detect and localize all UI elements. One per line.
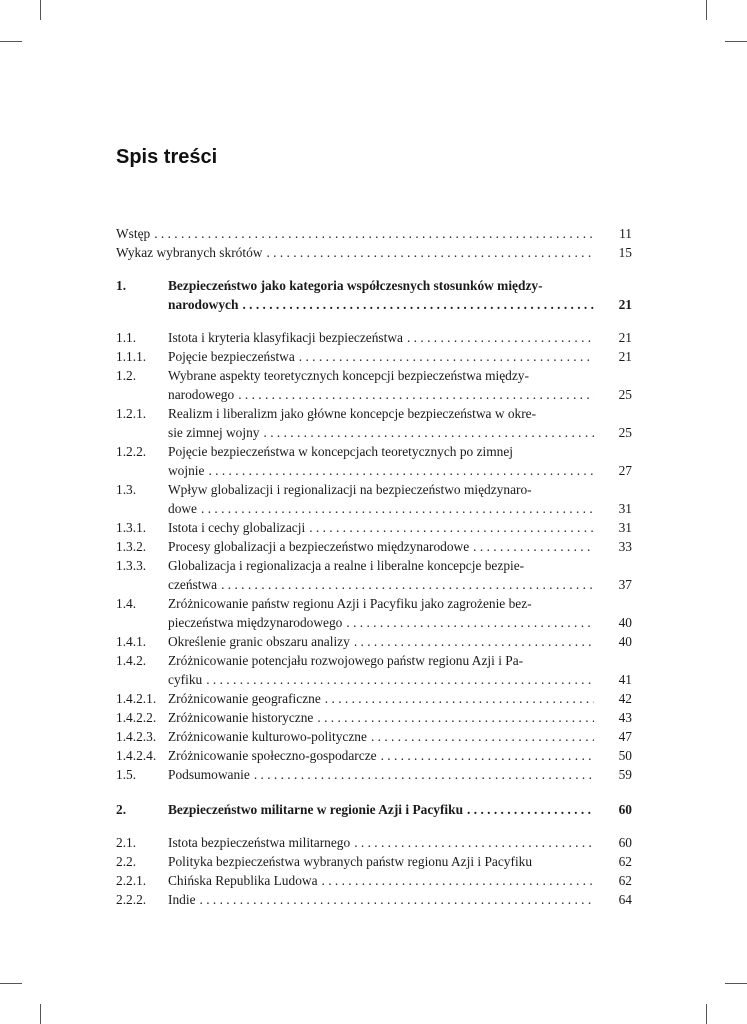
toc-entry-title: dowe — [168, 501, 198, 516]
toc-page-number: 40 — [618, 615, 632, 630]
toc-page-number: 41 — [618, 672, 632, 687]
toc-entry-title-line: Globalizacja i regionalizacja a realne i liberalne koncepcje bezpie- — [168, 558, 525, 573]
toc-page-number: 47 — [618, 729, 632, 744]
toc-entry-number: 1.4.2.3. — [116, 729, 157, 744]
toc-entry-title: Zróżnicowanie geograficzne — [168, 691, 321, 706]
toc-page-number: 31 — [618, 520, 632, 535]
toc-page-number: 59 — [618, 767, 632, 782]
toc-entry[interactable] — [116, 708, 632, 727]
toc-entry-number: 1.4.2. — [116, 653, 147, 668]
toc-entry-title: Bezpieczeństwo militarne w regionie Azji i Pacyfiku — [168, 802, 464, 817]
toc-entry-title: Polityka bezpieczeństwa wybranych państw regionu Azji i Pacyfiku — [168, 854, 533, 869]
toc-entry[interactable] — [116, 746, 632, 765]
toc-entry[interactable] — [116, 276, 632, 314]
toc-entry-number: 2. — [116, 802, 127, 817]
toc-entry[interactable] — [116, 689, 632, 708]
crop-mark — [725, 983, 747, 984]
dot-leader — [217, 575, 594, 594]
toc-entry-title-line: Wpływ globalizacji i regionalizacji na bezpieczeństwo międzynaro- — [168, 482, 532, 497]
toc-entry-title-line: Wybrane aspekty teoretycznych koncepcji bezpieczeństwa między- — [168, 368, 529, 383]
crop-mark — [0, 983, 22, 984]
dot-leader — [238, 295, 594, 314]
toc-entry[interactable] — [116, 765, 632, 784]
toc-entry[interactable] — [116, 347, 632, 366]
toc-entry-number: 1.2.2. — [116, 444, 147, 459]
toc-entry-title-line: Zróżnicowanie państw regionu Azji i Pacyfiku jako zagrożenie bez- — [168, 596, 532, 611]
crop-mark — [706, 0, 707, 20]
toc-entry-title-line: Pojęcie bezpieczeństwa w koncepcjach teoretycznych po zimnej — [168, 444, 514, 459]
toc-entry-title: Określenie granic obszaru analizy — [168, 634, 350, 649]
toc-entry-title: cyfiku — [168, 672, 203, 687]
toc-page-number: 62 — [618, 873, 632, 888]
toc-entry-number: 1.2.1. — [116, 406, 147, 421]
toc-entry-title: wojnie — [168, 463, 205, 478]
toc-page-number: 21 — [618, 297, 632, 312]
dot-leader — [196, 890, 594, 909]
toc-page-number: 21 — [618, 330, 632, 345]
toc-entry[interactable] — [116, 727, 632, 746]
toc-entry-title: Pojęcie bezpieczeństwa — [168, 349, 295, 364]
toc-entry-number: 2.2. — [116, 854, 137, 869]
toc-entry-number: 1.3.3. — [116, 558, 147, 573]
toc-page-number: 64 — [618, 892, 632, 907]
toc-page-number: 21 — [618, 349, 632, 364]
toc-page-number: 27 — [618, 463, 632, 478]
crop-mark — [40, 1004, 41, 1024]
dot-leader — [262, 243, 594, 262]
toc-page-number: 31 — [618, 501, 632, 516]
toc-entry-number: 1. — [116, 278, 127, 293]
toc-entry[interactable] — [116, 651, 632, 689]
toc-entry[interactable] — [116, 480, 632, 518]
toc-entry-number: 1.2. — [116, 368, 137, 383]
dot-leader — [342, 613, 594, 632]
dot-leader — [463, 800, 594, 819]
toc-entry-title: Wstęp — [116, 226, 151, 241]
dot-leader — [350, 632, 594, 651]
toc-entry-number: 1.3. — [116, 482, 137, 497]
crop-mark — [40, 0, 41, 20]
toc-page-number: 60 — [618, 802, 632, 817]
toc-entry-title: Istota bezpieczeństwa militarnego — [168, 835, 351, 850]
dot-leader — [367, 727, 594, 746]
toc-entry[interactable] — [116, 594, 632, 632]
dot-leader — [377, 746, 594, 765]
toc-entry-number: 1.3.1. — [116, 520, 147, 535]
toc-entry-number: 1.5. — [116, 767, 137, 782]
toc-entry[interactable] — [116, 890, 632, 909]
dot-leader — [260, 423, 595, 442]
toc-entry-number: 2.2.2. — [116, 892, 147, 907]
toc-entry-title: Zróżnicowanie historyczne — [168, 710, 314, 725]
toc-entry[interactable] — [116, 537, 632, 556]
toc-entry-title: Chińska Republika Ludowa — [168, 873, 318, 888]
dot-leader — [202, 670, 594, 689]
toc-entry-number: 1.1. — [116, 330, 137, 345]
toc-entry[interactable] — [116, 224, 632, 243]
toc-entry-title: Wykaz wybranych skrótów — [116, 245, 263, 260]
toc-entry-title: narodowych — [168, 297, 239, 312]
dot-leader — [204, 461, 594, 480]
toc-entry-title: Indie — [168, 892, 196, 907]
toc-page-number: 62 — [618, 854, 632, 869]
toc-entry-number: 1.3.2. — [116, 539, 147, 554]
dot-leader — [305, 518, 594, 537]
toc-page-number: 25 — [618, 425, 632, 440]
toc-entry[interactable] — [116, 556, 632, 594]
toc-page-number: 11 — [619, 226, 632, 241]
toc-entry[interactable] — [116, 800, 632, 819]
toc-page-number: 25 — [618, 387, 632, 402]
toc-entry-title: narodowego — [168, 387, 235, 402]
dot-leader — [150, 224, 594, 243]
toc-entry-title-line: Realizm i liberalizm jako główne koncepcje bezpieczeństwa w okre- — [168, 406, 537, 421]
crop-mark — [725, 41, 747, 42]
dot-leader — [197, 499, 594, 518]
toc-page-number: 40 — [618, 634, 632, 649]
toc-entry[interactable] — [116, 632, 632, 651]
toc-entry-number: 1.1.1. — [116, 349, 147, 364]
toc-page-number: 42 — [618, 691, 632, 706]
toc-page-number: 43 — [618, 710, 632, 725]
toc-page-number: 33 — [618, 539, 632, 554]
dot-leader — [403, 328, 594, 347]
toc-entry-title: pieczeństwa międzynarodowego — [168, 615, 343, 630]
dot-leader — [350, 833, 594, 852]
toc-entry-number: 2.1. — [116, 835, 137, 850]
dot-leader — [295, 347, 594, 366]
toc-entry-title: Podsumowanie — [168, 767, 250, 782]
dot-leader — [321, 689, 594, 708]
toc-page-number: 15 — [618, 245, 632, 260]
dot-leader — [250, 765, 594, 784]
toc-entry[interactable] — [116, 833, 632, 852]
toc-entry-number: 2.2.1. — [116, 873, 147, 888]
toc-entry-title: Istota i cechy globalizacji — [168, 520, 306, 535]
toc-entry[interactable] — [116, 442, 632, 480]
toc-entry-number: 1.4.1. — [116, 634, 147, 649]
dot-leader — [234, 385, 594, 404]
toc-entry[interactable] — [116, 852, 632, 871]
dot-leader — [318, 871, 594, 890]
toc-page-number: 50 — [618, 748, 632, 763]
toc-entry-title: Zróżnicowanie kulturowo-polityczne — [168, 729, 367, 744]
toc-entry-title-line: Bezpieczeństwo jako kategoria współczesnych stosunków między- — [168, 278, 543, 293]
table-of-contents — [116, 224, 632, 909]
toc-entry[interactable] — [116, 243, 632, 262]
toc-entry-title: Zróżnicowanie społeczno-gospodarcze — [168, 748, 377, 763]
toc-entry-number: 1.4.2.2. — [116, 710, 157, 725]
toc-entry[interactable] — [116, 328, 632, 347]
crop-mark — [706, 1004, 707, 1024]
toc-entry-number: 1.4.2.4. — [116, 748, 157, 763]
toc-entry-title: czeństwa — [168, 577, 218, 592]
toc-page-number: 37 — [618, 577, 632, 592]
page-title: Spis treści — [116, 146, 218, 168]
dot-leader — [469, 537, 594, 556]
toc-entry-title: sie zimnej wojny — [168, 425, 260, 440]
toc-entry-number: 1.4. — [116, 596, 137, 611]
crop-mark — [0, 41, 22, 42]
toc-entry[interactable] — [116, 366, 632, 404]
toc-page-number: 60 — [618, 835, 632, 850]
toc-entry[interactable] — [116, 871, 632, 890]
toc-entry[interactable] — [116, 518, 632, 537]
toc-entry[interactable] — [116, 404, 632, 442]
dot-leader — [313, 708, 594, 727]
toc-entry-title: Procesy globalizacji a bezpieczeństwo międzynarodowe — [168, 539, 470, 554]
toc-entry-number: 1.4.2.1. — [116, 691, 157, 706]
toc-entry-title-line: Zróżnicowanie potencjału rozwojowego państw regionu Azji i Pa- — [168, 653, 524, 668]
toc-entry-title: Istota i kryteria klasyfikacji bezpieczeństwa — [168, 330, 403, 345]
